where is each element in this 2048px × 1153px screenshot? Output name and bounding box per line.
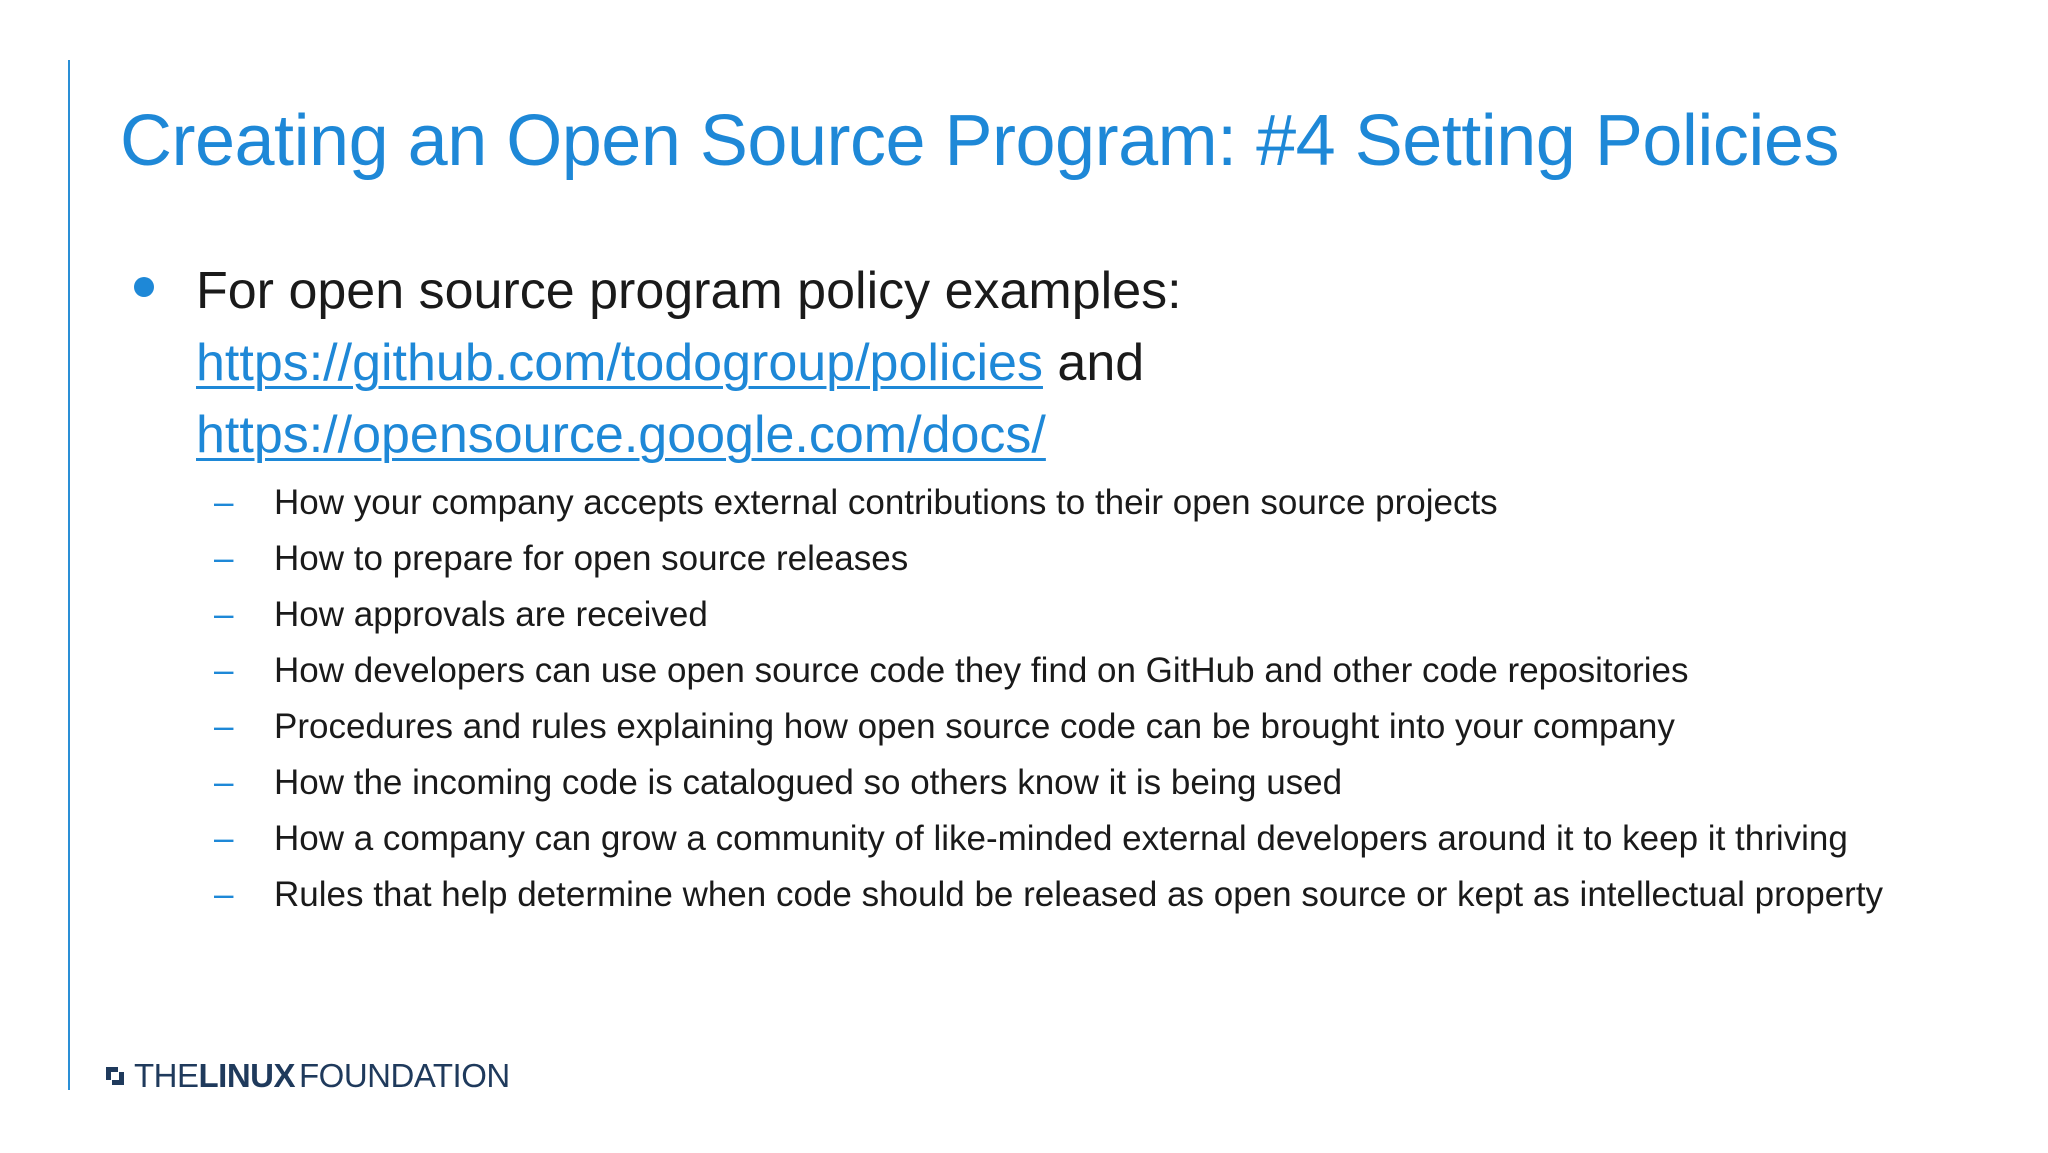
logo-the-text: THE	[134, 1057, 199, 1094]
linux-foundation-logo	[104, 1058, 510, 1094]
sub-bullet-text: How approvals are received	[274, 595, 708, 634]
google-opensource-docs-link[interactable]: https://opensource.google.com/docs/	[196, 406, 1046, 464]
bullet-block	[130, 255, 1930, 923]
dash-icon: –	[214, 763, 234, 802]
sub-bullet-text: Rules that help determine when code should be released as open source or kept as intellectual property	[274, 875, 1884, 914]
bullet-lead: For open source program policy examples:	[196, 262, 1182, 320]
dash-icon: –	[214, 539, 234, 578]
sub-bullet-item	[130, 699, 1930, 755]
sub-bullet-item	[130, 867, 1930, 923]
sub-bullet-text: How your company accepts external contributions to their open source projects	[274, 483, 1498, 522]
bullet-text	[196, 255, 1930, 471]
sub-bullet-item	[130, 643, 1930, 699]
slide-title: Creating an Open Source Program: #4 Setting Policies	[120, 101, 1839, 181]
sub-bullet-item	[130, 475, 1930, 531]
dash-icon: –	[214, 595, 234, 634]
sub-bullet-item	[130, 755, 1930, 811]
sub-bullet-text: How to prepare for open source releases	[274, 539, 909, 578]
sub-bullet-item	[130, 811, 1930, 867]
bullet-dot-icon	[134, 277, 154, 297]
sub-bullet-text: How the incoming code is catalogued so others know it is being used	[274, 763, 1343, 802]
sub-bullet-text: How developers can use open source code they find on GitHub and other code repositories	[274, 651, 1689, 690]
logo-foundation-text: FOUNDATION	[299, 1057, 510, 1094]
dash-icon: –	[214, 819, 234, 858]
sub-bullet-text: Procedures and rules explaining how open source code can be brought into your company	[274, 707, 1675, 746]
dash-icon: –	[214, 651, 234, 690]
logo-linux-text: LINUX	[198, 1057, 295, 1094]
bullet-joiner: and	[1042, 334, 1145, 392]
sub-bullet-item	[130, 531, 1930, 587]
dash-icon: –	[214, 875, 234, 914]
linux-foundation-logo-icon	[104, 1065, 126, 1087]
sub-bullet-text: How a company can grow a community of like-minded external developers around it to keep it thriving	[274, 819, 1848, 858]
left-divider	[68, 60, 70, 1090]
todogroup-policies-link[interactable]: https://github.com/todogroup/policies	[196, 334, 1043, 392]
sub-bullet-item	[130, 587, 1930, 643]
dash-icon: –	[214, 483, 234, 522]
dash-icon: –	[214, 707, 234, 746]
sub-bullet-list	[130, 475, 1930, 923]
